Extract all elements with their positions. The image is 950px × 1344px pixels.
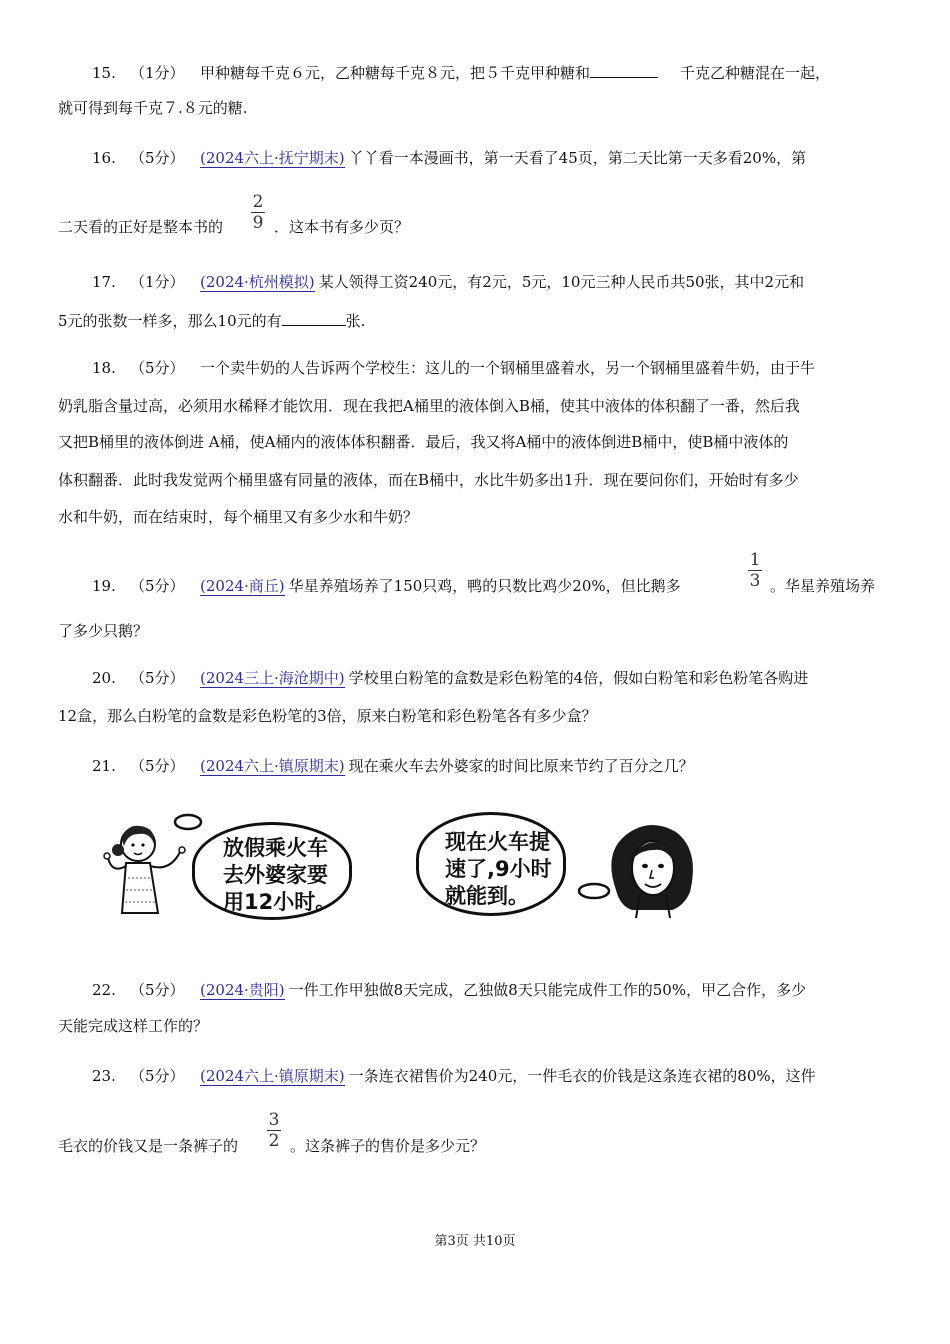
fraction-numerator: 1 — [749, 550, 761, 570]
speech-bubble-girl — [192, 822, 352, 920]
page-footer: 第3页 共10页 — [434, 1234, 516, 1249]
bubble-text-line: 用12小时。 — [223, 890, 337, 914]
fraction-numerator: 3 — [268, 1110, 280, 1130]
question-score: （5分） — [130, 757, 185, 775]
question-score: （5分） — [130, 149, 185, 167]
question-number: 20. — [92, 669, 116, 687]
question-text: 一条连衣裙售价为240元，一件毛衣的价钱是这条连衣裙的80%，这件 — [348, 1067, 816, 1085]
question-number: 15. — [92, 64, 116, 82]
question-18-line-5: 水和牛奶，而在结束时，每个桶里又有多少水和牛奶？ — [58, 508, 419, 526]
source-link[interactable]: (2024三上·海沧期中) — [200, 669, 345, 687]
bubble-text-line: 去外婆家要 — [223, 863, 328, 887]
bubble-text-line: 速了,9小时 — [445, 857, 552, 881]
question-score: （1分） — [130, 273, 185, 291]
question-19-line-1 — [92, 576, 681, 596]
question-20-line-2: 12盒，那么白粉笔的盒数是彩色粉笔的3倍，原来白粉笔和彩色粉笔各有多少盒？ — [58, 707, 597, 725]
question-score: （5分） — [130, 359, 185, 377]
question-text: 千克乙种糖混在一起， — [680, 64, 831, 82]
question-text: 一件工作甲独做8天完成，乙独做8天只能完成件工作的50%，甲乙合作，多少 — [288, 981, 807, 999]
question-text: 现在乘火车去外婆家的时间比原来节约了百分之几？ — [348, 757, 694, 775]
question-text: 张. — [345, 312, 366, 330]
bubble-text-line: 就能到。 — [445, 884, 529, 908]
question-18-line-2: 奶乳脂含量过高，必须用水稀释才能饮用．现在我把A桶里的液体倒入B桶，使其中液体的体积翻了一番，然后我 — [58, 397, 800, 415]
question-number: 18. — [92, 359, 116, 377]
question-text: 某人领得工资240元，有2元，5元，10元三种人民币共50张，其中2元和 — [318, 273, 805, 291]
bubble-text-line: 放假乘火车 — [223, 836, 328, 860]
fraction-denominator: 9 — [252, 213, 264, 233]
question-23-line-2a: 毛衣的价钱又是一条裤子的 — [58, 1137, 239, 1155]
question-text: 华星养殖场养了150只鸡，鸭的只数比鸡少20%，但比鹅多 — [288, 577, 681, 595]
question-score: （5分） — [130, 669, 185, 687]
question-text: 一个卖牛奶的人告诉两个学校生：这儿的一个钢桶里盛着水，另一个钢桶里盛着牛奶，由于牛 — [200, 359, 816, 377]
question-19-line-2: 了多少只鹅？ — [58, 622, 149, 640]
question-number: 19. — [92, 577, 116, 595]
question-19-line-1b: 。华星养殖场养 — [770, 577, 876, 595]
source-link[interactable]: (2024·杭州模拟) — [200, 273, 315, 291]
question-18-line-1 — [92, 358, 815, 378]
question-17-line-1 — [92, 272, 804, 292]
woman-illustration — [596, 820, 706, 920]
question-number: 22. — [92, 981, 116, 999]
bubble-text-line: 现在火车提 — [445, 830, 550, 854]
question-text: 甲种糖每千克６元，乙种糖每千克８元，把５千克甲种糖和 — [200, 64, 591, 82]
question-23-line-2b: 。这条裤子的售价是多少元？ — [290, 1137, 486, 1155]
source-link[interactable]: (2024·商丘) — [200, 577, 285, 595]
question-number: 23. — [92, 1067, 116, 1085]
bubble-tail-icon — [170, 812, 210, 832]
source-link[interactable]: (2024六上·镇原期末) — [200, 757, 345, 775]
fraction — [266, 1112, 282, 1149]
question-17-line-2 — [58, 310, 365, 331]
question-16-line-2b: ．这本书有多少页？ — [274, 218, 410, 236]
question-text: 学校里白粉笔的盒数是彩色粉笔的4倍，假如白粉笔和彩色粉笔各购进 — [348, 669, 809, 687]
question-18-line-3: 又把B桶里的液体倒进 A桶，使A桶内的液体体积翻番．最后，我又将A桶中的液体倒进B桶中，使B桶中液体的 — [58, 433, 789, 451]
source-link[interactable]: (2024六上·抚宁期末) — [200, 149, 345, 167]
question-18-line-4: 体积翻番．此时我发觉两个桶里盛有同量的液体，而在B桶中，水比牛奶多出1升．现在要问你们，开始时有多少 — [58, 471, 799, 489]
speech-bubble-woman — [416, 812, 566, 916]
question-15-line-1 — [92, 62, 830, 83]
question-16-line-2a: 二天看的正好是整本书的 — [58, 218, 224, 236]
question-20-line-1 — [92, 668, 808, 688]
fraction — [747, 552, 763, 589]
question-22-line-2: 天能完成这样工作的？ — [58, 1017, 209, 1035]
source-link[interactable]: (2024六上·镇原期末) — [200, 1067, 345, 1085]
question-number: 16. — [92, 149, 116, 167]
question-15-line-2: 就可得到每千克７.８元的糖. — [58, 99, 248, 117]
question-score: （5分） — [130, 1067, 185, 1085]
question-21-line-1 — [92, 756, 694, 776]
question-number: 17. — [92, 273, 116, 291]
question-score: （5分） — [130, 577, 185, 595]
question-score: （5分） — [130, 981, 185, 999]
question-16-line-1 — [92, 148, 806, 168]
answer-blank[interactable] — [590, 62, 658, 78]
fraction-denominator: 3 — [749, 571, 761, 591]
question-23-line-1 — [92, 1066, 816, 1086]
answer-blank[interactable] — [282, 310, 346, 326]
fraction-numerator: 2 — [252, 192, 264, 212]
fraction-denominator: 2 — [268, 1131, 280, 1151]
question-score: （1分） — [130, 64, 185, 82]
source-link[interactable]: (2024·贵阳) — [200, 981, 285, 999]
question-number: 21. — [92, 757, 116, 775]
question-22-line-1 — [92, 980, 806, 1000]
question-text: 5元的张数一样多，那么10元的有 — [58, 312, 282, 330]
question-text: 丫丫看一本漫画书，第一天看了45页，第二天比第一天多看20%，第 — [348, 149, 807, 167]
girl-illustration — [100, 818, 200, 918]
fraction — [250, 194, 266, 231]
